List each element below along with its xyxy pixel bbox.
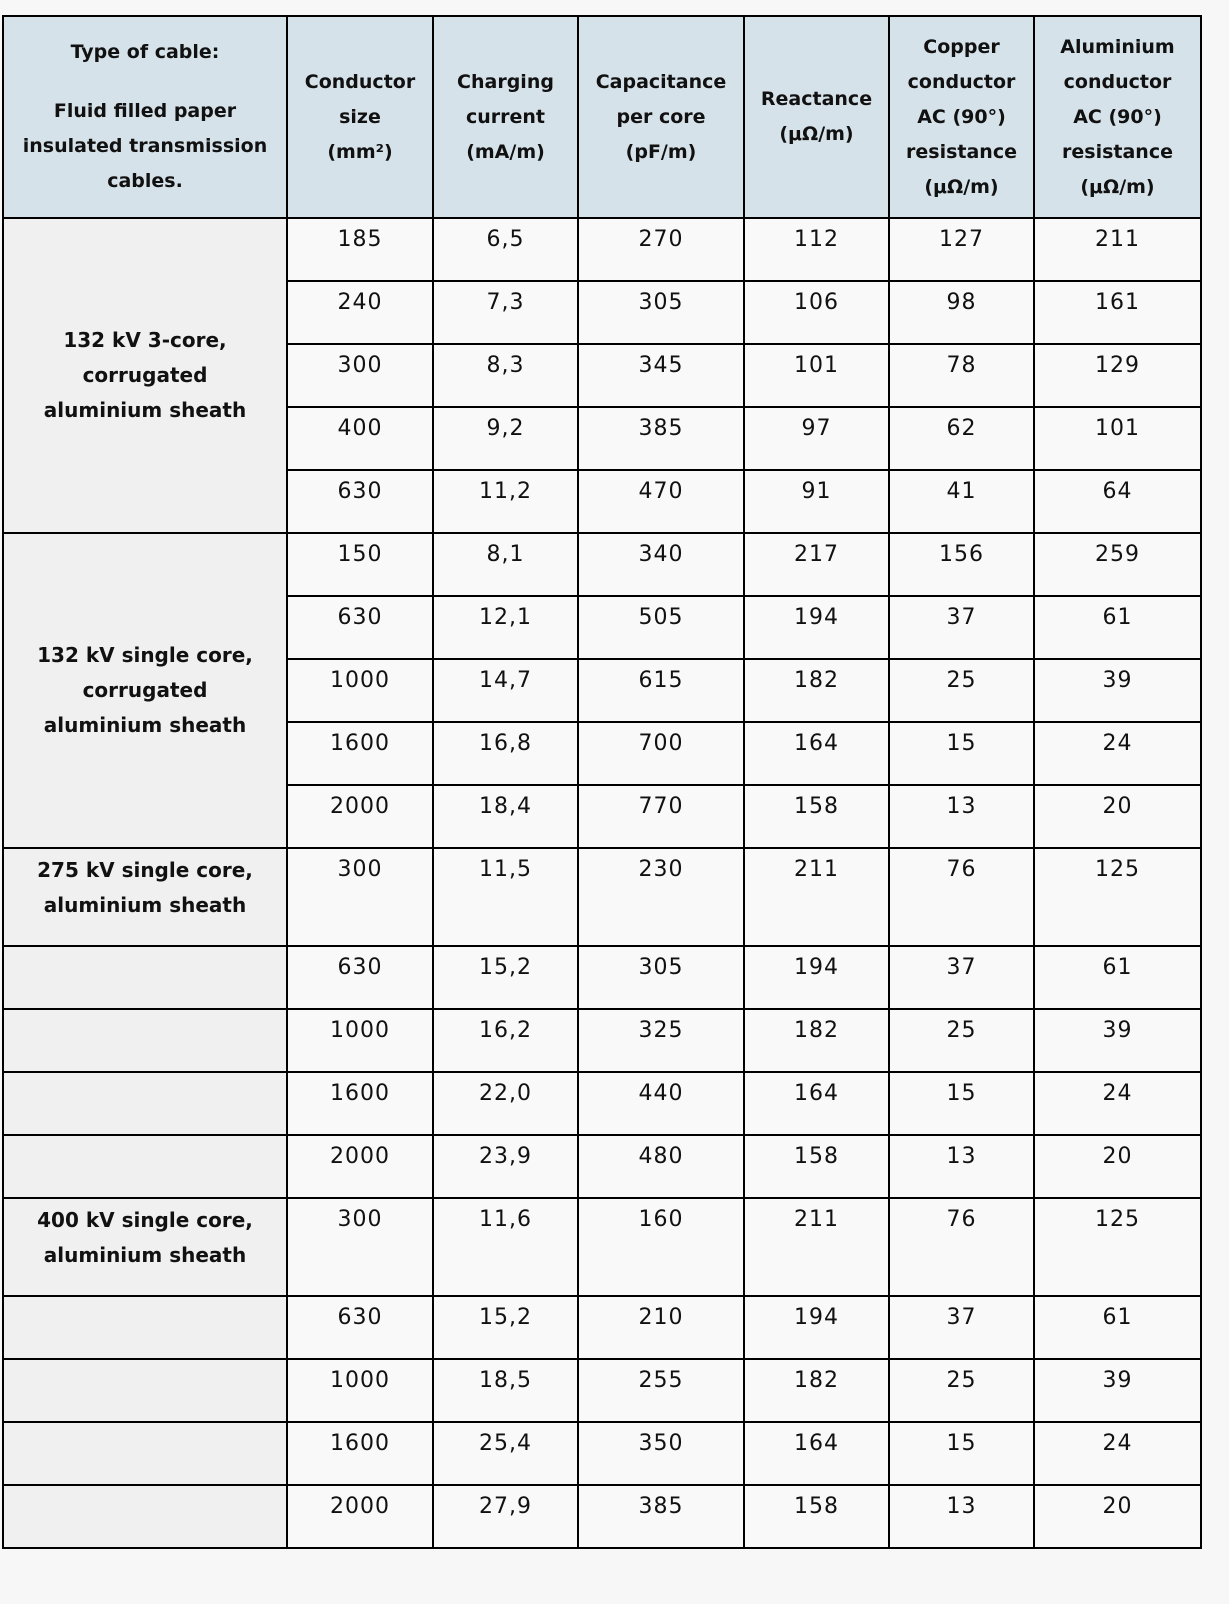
value-cell: 164	[744, 722, 889, 785]
value-cell: 98	[889, 281, 1034, 344]
value-cell: 101	[1034, 407, 1201, 470]
value-cell: 24	[1034, 1422, 1201, 1485]
column-header-line: per core	[616, 105, 706, 128]
column-header	[889, 16, 1034, 218]
value-cell: 630	[287, 946, 433, 1009]
value-cell: 39	[1034, 1009, 1201, 1072]
value-cell: 24	[1034, 722, 1201, 785]
table-row	[3, 848, 1201, 946]
value-cell: 76	[889, 1198, 1034, 1296]
value-cell: 350	[578, 1422, 744, 1485]
value-cell: 615	[578, 659, 744, 722]
column-header	[578, 16, 744, 218]
cable-type-label: 132 kV 3-core, corrugated aluminium sheath	[3, 218, 287, 533]
value-cell: 630	[287, 596, 433, 659]
header-type-of-cable	[3, 16, 287, 218]
value-cell: 27,9	[433, 1485, 578, 1548]
column-header-line: (μΩ/m)	[1080, 175, 1155, 198]
table-row	[3, 1135, 1201, 1198]
column-header-line: size	[339, 105, 381, 128]
value-cell: 78	[889, 344, 1034, 407]
value-cell: 630	[287, 1296, 433, 1359]
column-header-line: (mm²)	[327, 140, 393, 163]
value-cell: 106	[744, 281, 889, 344]
type-title: Type of cable:	[70, 41, 220, 63]
value-cell: 185	[287, 218, 433, 281]
value-cell: 15	[889, 722, 1034, 785]
value-cell: 182	[744, 659, 889, 722]
value-cell: 217	[744, 533, 889, 596]
value-cell: 630	[287, 470, 433, 533]
value-cell: 25,4	[433, 1422, 578, 1485]
column-header-line: Charging	[457, 70, 554, 93]
column-header-line: (mA/m)	[466, 140, 545, 163]
value-cell: 41	[889, 470, 1034, 533]
value-cell: 15,2	[433, 1296, 578, 1359]
value-cell: 158	[744, 1135, 889, 1198]
table-row	[3, 533, 1201, 596]
empty-label-cell	[3, 1422, 287, 1485]
value-cell: 305	[578, 281, 744, 344]
value-cell: 194	[744, 946, 889, 1009]
empty-label-cell	[3, 1072, 287, 1135]
value-cell: 20	[1034, 1485, 1201, 1548]
value-cell: 340	[578, 533, 744, 596]
cable-data-table	[2, 15, 1202, 1549]
value-cell: 129	[1034, 344, 1201, 407]
value-cell: 480	[578, 1135, 744, 1198]
value-cell: 16,2	[433, 1009, 578, 1072]
column-header-line: Capacitance	[595, 70, 727, 93]
value-cell: 158	[744, 1485, 889, 1548]
value-cell: 11,2	[433, 470, 578, 533]
type-subtitle: Fluid filled paper insulated transmission cables.	[22, 100, 268, 192]
value-cell: 23,9	[433, 1135, 578, 1198]
value-cell: 37	[889, 946, 1034, 1009]
value-cell: 8,3	[433, 344, 578, 407]
value-cell: 1600	[287, 722, 433, 785]
value-cell: 2000	[287, 1485, 433, 1548]
value-cell: 6,5	[433, 218, 578, 281]
column-header-line: conductor	[1063, 70, 1172, 93]
value-cell: 8,1	[433, 533, 578, 596]
value-cell: 2000	[287, 1135, 433, 1198]
value-cell: 125	[1034, 1198, 1201, 1296]
value-cell: 15	[889, 1072, 1034, 1135]
empty-label-cell	[3, 1009, 287, 1072]
value-cell: 1600	[287, 1422, 433, 1485]
value-cell: 164	[744, 1422, 889, 1485]
value-cell: 25	[889, 1359, 1034, 1422]
header-row	[3, 16, 1201, 218]
value-cell: 13	[889, 1485, 1034, 1548]
column-header-line: Reactance	[760, 88, 873, 110]
table-row	[3, 1296, 1201, 1359]
value-cell: 13	[889, 785, 1034, 848]
value-cell: 1600	[287, 1072, 433, 1135]
column-header-line: AC (90°)	[917, 105, 1006, 128]
value-cell: 1000	[287, 1009, 433, 1072]
value-cell: 230	[578, 848, 744, 946]
value-cell: 76	[889, 848, 1034, 946]
value-cell: 345	[578, 344, 744, 407]
value-cell: 39	[1034, 659, 1201, 722]
value-cell: 300	[287, 344, 433, 407]
column-header-line: Aluminium	[1060, 35, 1175, 58]
value-cell: 125	[1034, 848, 1201, 946]
value-cell: 14,7	[433, 659, 578, 722]
value-cell: 325	[578, 1009, 744, 1072]
table-row	[3, 1485, 1201, 1548]
value-cell: 39	[1034, 1359, 1201, 1422]
value-cell: 11,5	[433, 848, 578, 946]
value-cell: 25	[889, 1009, 1034, 1072]
value-cell: 211	[744, 848, 889, 946]
value-cell: 112	[744, 218, 889, 281]
value-cell: 194	[744, 596, 889, 659]
value-cell: 161	[1034, 281, 1201, 344]
value-cell: 37	[889, 596, 1034, 659]
value-cell: 300	[287, 848, 433, 946]
column-header-line: current	[465, 105, 546, 128]
value-cell: 160	[578, 1198, 744, 1296]
cable-type-label: 275 kV single core, aluminium sheath	[3, 848, 287, 946]
column-header	[433, 16, 578, 218]
value-cell: 240	[287, 281, 433, 344]
cable-type-label: 132 kV single core, corrugated aluminium sheath	[3, 533, 287, 848]
value-cell: 101	[744, 344, 889, 407]
value-cell: 182	[744, 1359, 889, 1422]
value-cell: 20	[1034, 785, 1201, 848]
value-cell: 305	[578, 946, 744, 1009]
empty-label-cell	[3, 1135, 287, 1198]
value-cell: 16,8	[433, 722, 578, 785]
column-header	[1034, 16, 1201, 218]
value-cell: 62	[889, 407, 1034, 470]
value-cell: 9,2	[433, 407, 578, 470]
table-row	[3, 1422, 1201, 1485]
column-header-line: conductor	[907, 70, 1016, 93]
column-header-line: resistance	[906, 140, 1017, 163]
value-cell: 164	[744, 1072, 889, 1135]
value-cell: 270	[578, 218, 744, 281]
value-cell: 440	[578, 1072, 744, 1135]
value-cell: 1000	[287, 659, 433, 722]
value-cell: 1000	[287, 1359, 433, 1422]
table-row	[3, 1359, 1201, 1422]
value-cell: 700	[578, 722, 744, 785]
column-header-line: (μΩ/m)	[924, 175, 999, 198]
value-cell: 182	[744, 1009, 889, 1072]
empty-label-cell	[3, 1359, 287, 1422]
value-cell: 61	[1034, 596, 1201, 659]
column-header-line: (μΩ/m)	[779, 123, 854, 145]
value-cell: 11,6	[433, 1198, 578, 1296]
table-row	[3, 946, 1201, 1009]
value-cell: 211	[1034, 218, 1201, 281]
empty-label-cell	[3, 1296, 287, 1359]
value-cell: 61	[1034, 1296, 1201, 1359]
table-row	[3, 1198, 1201, 1296]
column-header-line: resistance	[1062, 140, 1173, 163]
value-cell: 470	[578, 470, 744, 533]
value-cell: 18,4	[433, 785, 578, 848]
value-cell: 259	[1034, 533, 1201, 596]
value-cell: 24	[1034, 1072, 1201, 1135]
value-cell: 158	[744, 785, 889, 848]
value-cell: 97	[744, 407, 889, 470]
value-cell: 211	[744, 1198, 889, 1296]
value-cell: 20	[1034, 1135, 1201, 1198]
cable-type-label: 400 kV single core, aluminium sheath	[3, 1198, 287, 1296]
value-cell: 64	[1034, 470, 1201, 533]
value-cell: 15,2	[433, 946, 578, 1009]
value-cell: 400	[287, 407, 433, 470]
value-cell: 770	[578, 785, 744, 848]
value-cell: 150	[287, 533, 433, 596]
value-cell: 385	[578, 407, 744, 470]
value-cell: 12,1	[433, 596, 578, 659]
value-cell: 194	[744, 1296, 889, 1359]
value-cell: 505	[578, 596, 744, 659]
value-cell: 156	[889, 533, 1034, 596]
table-row	[3, 1072, 1201, 1135]
value-cell: 300	[287, 1198, 433, 1296]
value-cell: 15	[889, 1422, 1034, 1485]
value-cell: 127	[889, 218, 1034, 281]
table-row	[3, 218, 1201, 281]
value-cell: 7,3	[433, 281, 578, 344]
value-cell: 385	[578, 1485, 744, 1548]
column-header-line: (pF/m)	[625, 140, 697, 163]
empty-label-cell	[3, 1485, 287, 1548]
value-cell: 25	[889, 659, 1034, 722]
empty-label-cell	[3, 946, 287, 1009]
column-header-line: Copper	[923, 35, 1000, 58]
value-cell: 210	[578, 1296, 744, 1359]
column-header	[744, 16, 889, 218]
value-cell: 61	[1034, 946, 1201, 1009]
value-cell: 22,0	[433, 1072, 578, 1135]
value-cell: 37	[889, 1296, 1034, 1359]
value-cell: 255	[578, 1359, 744, 1422]
value-cell: 18,5	[433, 1359, 578, 1422]
column-header-line: AC (90°)	[1073, 105, 1162, 128]
value-cell: 91	[744, 470, 889, 533]
table-row	[3, 1009, 1201, 1072]
column-header-line: Conductor	[304, 70, 416, 93]
value-cell: 2000	[287, 785, 433, 848]
column-header	[287, 16, 433, 218]
value-cell: 13	[889, 1135, 1034, 1198]
